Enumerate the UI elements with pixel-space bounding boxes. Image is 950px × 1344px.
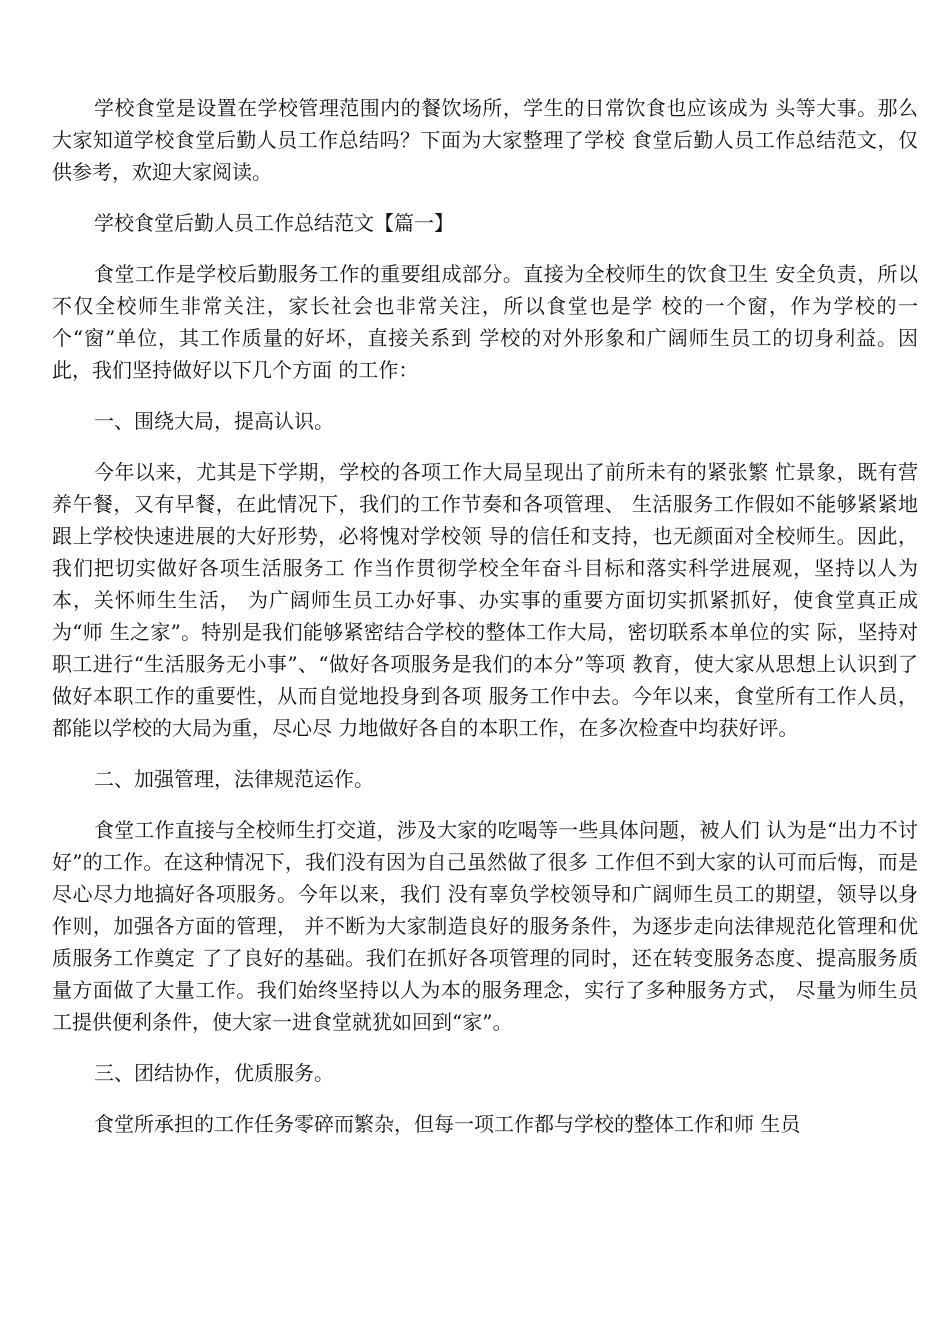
overview-paragraph: 食堂工作是学校后勤服务工作的重要组成部分。直接为全校师生的饮食卫生 安全负责，所以不仅全校师生非常关注，家长社会也非常关注，所以食堂也是学 校的一个窗，作为学校的一个“窗”单位，其工作质量的好坏，直接关系到 学校的对外形象和广阔师生员工的切身利益。因此，我们坚持做好以下几个方面 的工作： bbox=[52, 262, 918, 382]
section-1-paragraph: 今年以来，尤其是下学期，学校的各项工作大局呈现出了前所未有的紧张繁 忙景象，既有营养午餐，又有早餐，在此情况下，我们的工作节奏和各项管理、 生活服务工作假如不能够紧紧地跟上学校快速进展的大好形势，必将愧对学校领 导的信任和支持，也无颜面对全校师生。因此，我们把切实做好各项生活服务工 作当作贯彻学校全年奋斗目标和落实科学进展观，坚持以人为本，关怀师生生活， 为广阔师生员工办好事、办实事的重要方面切实抓紧抓好，使食堂真正成为“师 生之家”。特别是我们能够紧密结合学校的整体工作大局，密切联系本单位的实 际，坚持对职工进行“生活服务无小事”、“做好各项服务是我们的本分”等项 教育，使大家从思想上认识到了做好本职工作的重要性，从而自觉地投身到各项 服务工作中去。今年以来，食堂所有工作人员，都能以学校的大局为重，尽心尽 力地做好各自的本职工作，在多次检查中均获好评。 bbox=[52, 460, 918, 740]
document-page bbox=[52, 92, 918, 1140]
section-heading-3: 三、团结协作，优质服务。 bbox=[94, 1061, 334, 1085]
intro-paragraph: 学校食堂是设置在学校管理范围内的餐饮场所，学生的日常饮食也应该成为 头等大事。那么大家知道学校食堂后勤人员工作总结吗？下面为大家整理了学校 食堂后勤人员工作总结范文，仅供参考，欢迎大家阅读。 bbox=[52, 96, 918, 184]
article-title: 学校食堂后勤人员工作总结范文【篇一】 bbox=[94, 211, 454, 235]
section-heading-2: 二、加强管理，法律规范运作。 bbox=[94, 767, 374, 791]
section-heading-1: 一、围绕大局，提高认识。 bbox=[94, 409, 334, 433]
section-2-paragraph: 食堂工作直接与全校师生打交道，涉及大家的吃喝等一些具体问题，被人们 认为是“出力不讨好”的工作。在这种情况下，我们没有因为自己虽然做了很多 工作但不到大家的认可而后悔，而是尽心尽力地搞好各项服务。今年以来，我们 没有辜负学校领导和广阔师生员工的期望，领导以身作则，加强各方面的管理， 并不断为大家制造良好的服务条件，为逐步走向法律规范化管理和优质服务工作奠定 了了良好的基础。我们在抓好各项管理的同时，还在转变服务态度、提高服务质 量方面做了大量工作。我们始终坚持以人为本的服务理念，实行了多种服务方式， 尽量为师生员工提供便利条件，使大家一进食堂就犹如回到“家”。 bbox=[52, 818, 918, 1034]
section-3-paragraph: 食堂所承担的工作任务零碎而繁杂，但每一项工作都与学校的整体工作和师 生员 bbox=[94, 1112, 801, 1136]
